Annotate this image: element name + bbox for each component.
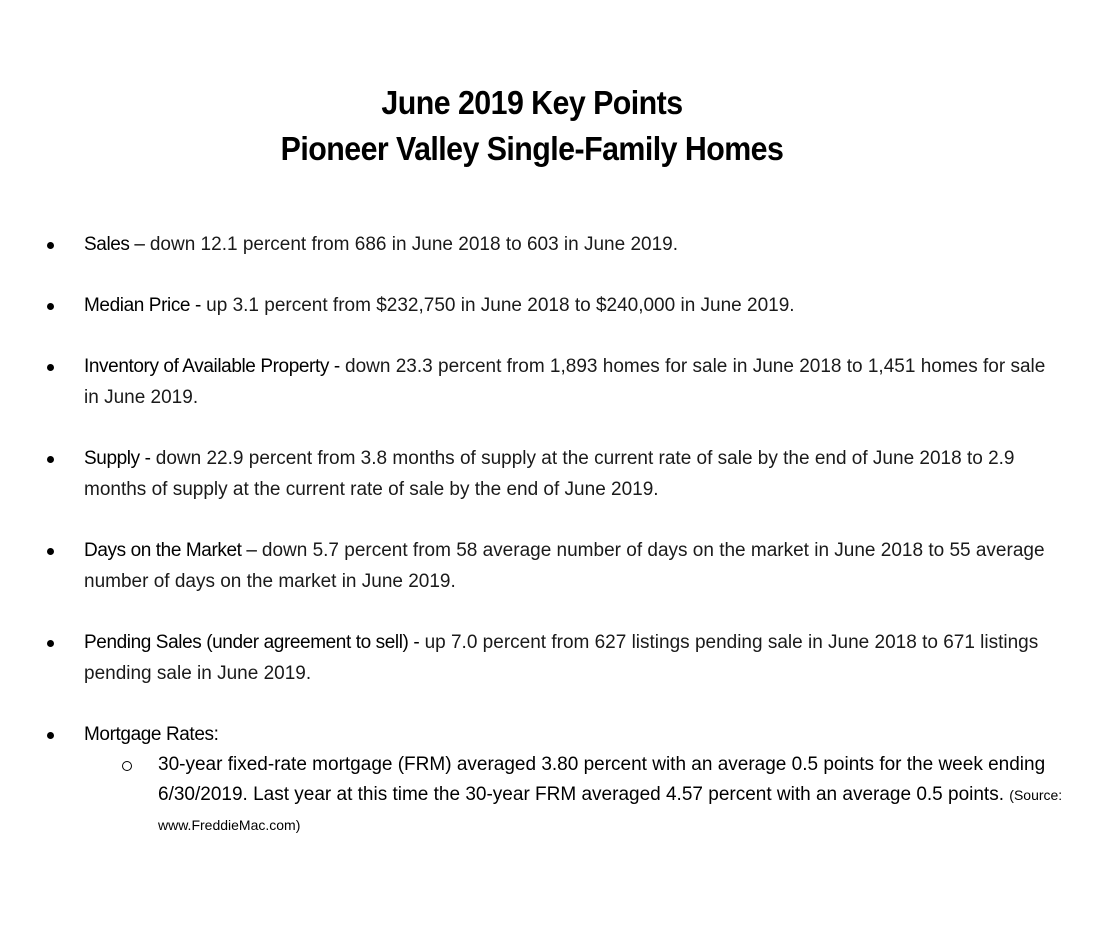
key-points-list xyxy=(0,229,1095,870)
title-line-2: Pioneer Valley Single-Family Homes xyxy=(280,130,784,167)
page-title xyxy=(0,80,1064,172)
bullet-icon xyxy=(47,732,54,739)
item-label: Mortgage Rates: xyxy=(84,724,219,745)
bullet-icon xyxy=(47,548,54,555)
bullet-icon xyxy=(47,303,54,310)
bullet-icon xyxy=(47,456,54,463)
item-text: up 7.0 percent from 627 listings pending sale in June 2018 to 671 listings pending sale in June 2019. xyxy=(84,632,1039,684)
source-note: (Source: www.FreddieMac.com) xyxy=(158,787,1063,833)
item-label: Pending Sales (under agreement to sell) - xyxy=(84,632,420,653)
title-line-1: June 2019 Key Points xyxy=(381,84,683,121)
bullet-icon xyxy=(47,242,54,249)
list-item-pending-sales xyxy=(0,627,1095,689)
list-item-supply xyxy=(0,443,1095,505)
bullet-icon xyxy=(47,640,54,647)
item-label: Days on the Market – xyxy=(84,540,257,561)
list-item-sales xyxy=(0,229,1095,260)
list-item-days-on-market xyxy=(0,535,1095,597)
item-text: down 22.9 percent from 3.8 months of supply at the current rate of sale by the end of June 2018 to 2.9 months of supply at the current rate of sale by the end of June 2019. xyxy=(84,448,1015,500)
item-text: down 12.1 percent from 686 in June 2018 to 603 in June 2019. xyxy=(144,234,679,255)
bullet-icon xyxy=(47,364,54,371)
list-item-mortgage-rates xyxy=(0,719,1095,840)
item-text: up 3.1 percent from $232,750 in June 2018 to $240,000 in June 2019. xyxy=(200,295,795,316)
mortgage-sub-list xyxy=(84,750,1065,840)
item-label: Inventory of Available Property - xyxy=(84,356,340,377)
list-item-inventory xyxy=(0,351,1095,413)
sub-list-item-frm xyxy=(84,750,1065,840)
hollow-bullet-icon xyxy=(122,761,132,771)
item-label: Median Price - xyxy=(84,295,201,316)
item-text: down 23.3 percent from 1,893 homes for sale in June 2018 to 1,451 homes for sale in June 2019. xyxy=(84,356,1046,408)
mortgage-text: 30-year fixed-rate mortgage (FRM) averaged 3.80 percent with an average 0.5 points for the week ending 6/30/2019. Last year at this time the 30-year FRM averaged 4.57 percent with an average 0.5 points. xyxy=(158,754,1046,805)
item-text: down 5.7 percent from 58 average number of days on the market in June 2018 to 55 average number of days on the market in June 2019. xyxy=(84,540,1045,592)
list-item-median-price xyxy=(0,290,1095,321)
item-label: Supply - xyxy=(84,448,151,469)
item-label: Sales – xyxy=(84,234,145,255)
